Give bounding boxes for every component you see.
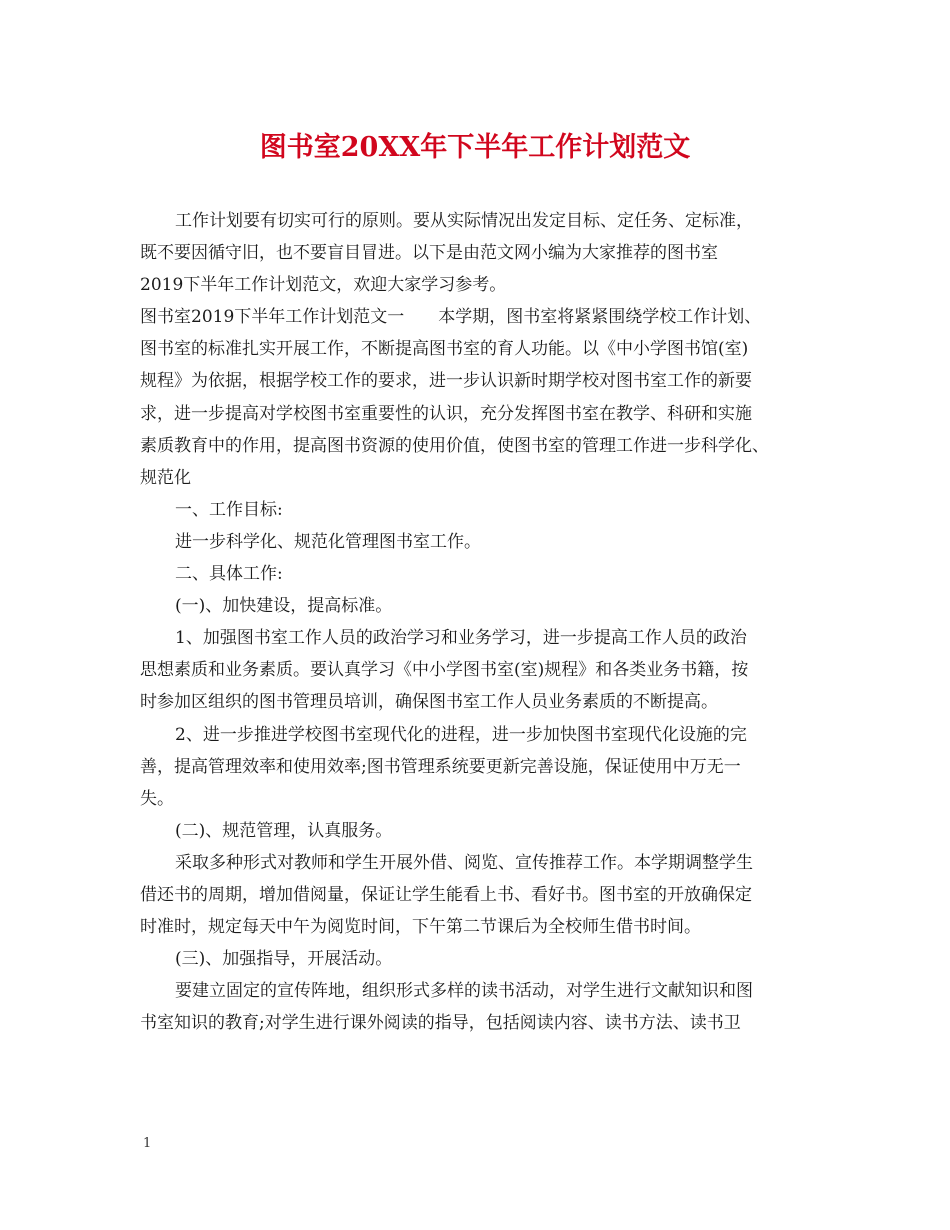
subsection-heading: (三)、加强指导，开展活动。: [175, 949, 393, 970]
paragraph-line: 2019下半年工作计划范文，欢迎大家学习参考。: [140, 275, 507, 296]
subsection-heading: (一)、加快建设，提高标准。: [175, 596, 393, 617]
paragraph-line: 规范化: [140, 467, 191, 488]
paragraph-line: 善，提高管理效率和使用效率;图书管理系统要更新完善设施，保证使用中万无一: [140, 756, 741, 777]
paragraph-line: 要建立固定的宣传阵地，组织形式多样的读书活动，对学生进行文献知识和图: [175, 981, 753, 1002]
paragraph-line: 2、进一步推进学校图书室现代化的进程，进一步加快图书室现代化设施的完: [175, 724, 747, 745]
paragraph-line: 时准时，规定每天中午为阅览时间，下午第二节课后为全校师生借书时间。: [140, 917, 701, 938]
document-body: [140, 205, 830, 1039]
paragraph-line: 素质教育中的作用，提高图书资源的使用价值，使图书室的管理工作进一步科学化、: [140, 435, 769, 456]
paragraph-line: 既不要因循守旧，也不要盲目冒进。以下是由范文网小编为大家推荐的图书室: [140, 243, 718, 264]
document-title: 图书室20XX年下半年工作计划范文: [259, 132, 691, 163]
paragraph-line: 时参加区组织的图书管理员培训，确保图书室工作人员业务素质的不断提高。: [140, 692, 718, 713]
paragraph-line: 借还书的周期，增加借阅量，保证让学生能看上书、看好书。图书室的开放确保定: [140, 884, 752, 905]
paragraph-line: 进一步科学化、规范化管理图书室工作。: [175, 531, 481, 552]
section-heading: 二、具体工作:: [175, 564, 283, 585]
paragraph-line: 图书室的标准扎实开展工作，不断提高图书室的育人功能。以《中小学图书馆(室): [140, 339, 749, 360]
paragraph-line: 图书室2019下半年工作计划范文一 本学期，图书室将紧紧围绕学校工作计划、: [140, 307, 762, 328]
paragraph-line: 思想素质和业务素质。要认真学习《中小学图书室(室)规程》和各类业务书籍，按: [140, 660, 749, 681]
paragraph-line: 求，进一步提高对学校图书室重要性的认识，充分发挥图书室在教学、科研和实施: [140, 403, 752, 424]
subsection-heading: (二)、规范管理，认真服务。: [175, 820, 393, 841]
paragraph-line: 1、加强图书室工作人员的政治学习和业务学习，进一步提高工作人员的政治: [175, 628, 747, 649]
paragraph-line: 采取多种形式对教师和学生开展外借、阅览、宣传推荐工作。本学期调整学生: [175, 852, 753, 873]
paragraph-line: 规程》为依据，根据学校工作的要求，进一步认识新时期学校对图书室工作的新要: [140, 371, 752, 392]
section-heading: 一、工作目标:: [175, 499, 283, 520]
paragraph-line: 失。: [140, 788, 174, 809]
page-number: 1: [143, 1136, 152, 1151]
paragraph-line: 书室知识的教育;对学生进行课外阅读的指导，包括阅读内容、读书方法、读书卫: [140, 1013, 741, 1034]
paragraph-line: 工作计划要有切实可行的原则。要从实际情况出发定目标、定任务、定标准，: [175, 211, 753, 231]
